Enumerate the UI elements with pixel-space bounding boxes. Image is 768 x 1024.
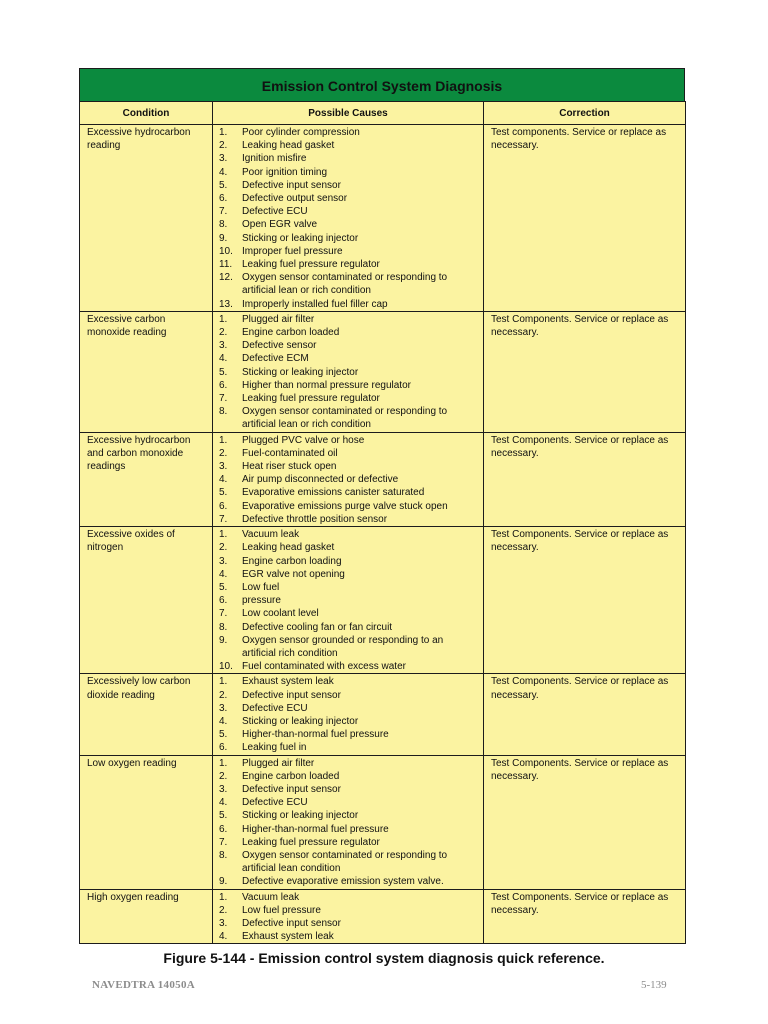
cause-item — [219, 891, 479, 904]
cause-item — [219, 541, 479, 554]
cause-item — [219, 823, 479, 836]
cause-number: 10. — [219, 245, 233, 257]
cause-text: Oxygen sensor contaminated or responding to artificial lean or rich condition — [242, 272, 448, 297]
cause-number: 6. — [219, 595, 228, 607]
table-row — [80, 432, 686, 526]
cause-item — [219, 594, 479, 607]
cause-item — [219, 728, 479, 741]
cause-number: 7. — [219, 206, 228, 218]
cause-item — [219, 486, 479, 499]
cause-item — [219, 298, 479, 311]
condition-cell: Excessive hydrocarbon and carbon monoxide readings — [80, 432, 213, 526]
cause-item — [219, 836, 479, 849]
cause-number: 8. — [219, 219, 228, 231]
cause-text: EGR valve not opening — [242, 568, 345, 580]
cause-item — [219, 460, 479, 473]
cause-text: Exhaust system leak — [242, 931, 334, 943]
cause-number: 2. — [219, 447, 228, 459]
header-correction: Correction — [484, 102, 686, 125]
cause-number: 1. — [219, 891, 228, 903]
cause-number: 4. — [219, 166, 228, 178]
cause-number: 1. — [219, 676, 228, 688]
cause-text: Sticking or leaking injector — [242, 715, 359, 727]
cause-item — [219, 581, 479, 594]
cause-item — [219, 715, 479, 728]
cause-text: Engine carbon loaded — [242, 770, 340, 782]
cause-item — [219, 528, 479, 541]
correction-cell: Test Components. Service or replace as necessary. — [484, 674, 686, 755]
cause-text: Improper fuel pressure — [242, 245, 343, 257]
cause-number: 7. — [219, 513, 228, 525]
cause-text: Defective ECU — [242, 797, 308, 809]
cause-text: Exhaust system leak — [242, 676, 334, 688]
cause-number: 13. — [219, 298, 233, 310]
table-row — [80, 755, 686, 889]
cause-item — [219, 849, 479, 875]
cause-item — [219, 634, 479, 660]
cause-item — [219, 192, 479, 205]
cause-item — [219, 660, 479, 673]
cause-item — [219, 783, 479, 796]
cause-text: Sticking or leaking injector — [242, 366, 359, 378]
cause-item — [219, 473, 479, 486]
correction-cell: Test Components. Service or replace as necessary. — [484, 432, 686, 526]
cause-number: 3. — [219, 153, 228, 165]
cause-number: 5. — [219, 581, 228, 593]
cause-number: 5. — [219, 366, 228, 378]
condition-cell: Excessive carbon monoxide reading — [80, 311, 213, 432]
cause-text: Defective output sensor — [242, 193, 348, 205]
cause-item — [219, 689, 479, 702]
condition-cell: High oxygen reading — [80, 889, 213, 944]
cause-item — [219, 513, 479, 526]
header-condition: Condition — [80, 102, 213, 125]
cause-text: Oxygen sensor contaminated or responding to artificial lean condition — [242, 849, 448, 875]
cause-item — [219, 245, 479, 258]
cause-text: Defective input sensor — [242, 783, 341, 795]
cause-text: Plugged PVC valve or hose — [242, 434, 365, 446]
cause-item — [219, 796, 479, 809]
cause-number: 4. — [219, 715, 228, 727]
cause-text: Low coolant level — [242, 608, 319, 620]
cause-text: Defective evaporative emission system valve. — [242, 876, 444, 888]
correction-cell: Test Components. Service or replace as necessary. — [484, 889, 686, 944]
cause-item — [219, 339, 479, 352]
cause-item — [219, 313, 479, 326]
cause-number: 3. — [219, 461, 228, 473]
causes-cell — [213, 432, 484, 526]
cause-item — [219, 392, 479, 405]
cause-number: 3. — [219, 702, 228, 714]
cause-number: 11. — [219, 259, 233, 271]
cause-text: Leaking fuel pressure regulator — [242, 836, 380, 848]
cause-number: 3. — [219, 555, 228, 567]
condition-cell: Low oxygen reading — [80, 755, 213, 889]
table-title: Emission Control System Diagnosis — [79, 68, 685, 101]
cause-number: 2. — [219, 542, 228, 554]
cause-number: 9. — [219, 876, 228, 888]
cause-text: Leaking head gasket — [242, 140, 335, 152]
cause-text: Plugged air filter — [242, 313, 315, 325]
cause-number: 5. — [219, 487, 228, 499]
cause-item — [219, 326, 479, 339]
causes-cell — [213, 527, 484, 674]
cause-text: Defective input sensor — [242, 917, 341, 929]
cause-number: 2. — [219, 689, 228, 701]
cause-text: Sticking or leaking injector — [242, 810, 359, 822]
causes-cell — [213, 311, 484, 432]
cause-number: 1. — [219, 757, 228, 769]
cause-text: Low fuel — [242, 581, 280, 593]
cause-item — [219, 205, 479, 218]
cause-number: 1. — [219, 434, 228, 446]
cause-item — [219, 179, 479, 192]
cause-number: 8. — [219, 621, 228, 633]
cause-item — [219, 379, 479, 392]
cause-number: 2. — [219, 770, 228, 782]
cause-item — [219, 352, 479, 365]
cause-text: Higher-than-normal fuel pressure — [242, 823, 389, 835]
footer-doc-id: NAVEDTRA 14050A — [92, 979, 196, 991]
cause-item — [219, 271, 479, 297]
cause-text: Vacuum leak — [242, 891, 300, 903]
cause-number: 5. — [219, 810, 228, 822]
cause-text: Defective throttle position sensor — [242, 513, 388, 525]
cause-number: 6. — [219, 379, 228, 391]
cause-text: Engine carbon loaded — [242, 327, 340, 339]
cause-number: 7. — [219, 608, 228, 620]
cause-number: 6. — [219, 823, 228, 835]
cause-text: Fuel contaminated with excess water — [242, 661, 406, 673]
cause-number: 2. — [219, 327, 228, 339]
correction-cell: Test components. Service or replace as necessary. — [484, 125, 686, 312]
cause-number: 4. — [219, 568, 228, 580]
condition-cell: Excessive oxides of nitrogen — [80, 527, 213, 674]
cause-text: Defective ECM — [242, 353, 309, 365]
cause-item — [219, 875, 479, 888]
cause-number: 9. — [219, 232, 228, 244]
cause-text: Defective cooling fan or fan circuit — [242, 621, 393, 633]
header-possible-causes: Possible Causes — [213, 102, 484, 125]
cause-item — [219, 917, 479, 930]
cause-text: Heat riser stuck open — [242, 461, 337, 473]
cause-item — [219, 434, 479, 447]
table-row — [80, 125, 686, 312]
cause-item — [219, 152, 479, 165]
cause-number: 10. — [219, 661, 233, 673]
cause-number: 5. — [219, 729, 228, 741]
cause-number: 1. — [219, 313, 228, 325]
cause-text: Higher than normal pressure regulator — [242, 379, 411, 391]
cause-item — [219, 258, 479, 271]
table-row — [80, 674, 686, 755]
header-row — [80, 102, 686, 125]
condition-cell: Excessive hydrocarbon reading — [80, 125, 213, 312]
cause-text: Leaking fuel pressure regulator — [242, 259, 380, 271]
table-row — [80, 889, 686, 944]
cause-number: 12. — [219, 272, 233, 284]
cause-text: Low fuel pressure — [242, 904, 321, 916]
causes-cell — [213, 889, 484, 944]
cause-number: 9. — [219, 634, 228, 646]
cause-item — [219, 770, 479, 783]
cause-item — [219, 607, 479, 620]
cause-item — [219, 621, 479, 634]
cause-text: Defective sensor — [242, 340, 317, 352]
cause-item — [219, 930, 479, 943]
cause-text: Vacuum leak — [242, 529, 300, 541]
cause-item — [219, 904, 479, 917]
cause-number: 3. — [219, 783, 228, 795]
cause-number: 8. — [219, 406, 228, 418]
cause-number: 4. — [219, 353, 228, 365]
diagnosis-table — [79, 101, 686, 944]
cause-number: 3. — [219, 917, 228, 929]
cause-text: Defective input sensor — [242, 689, 341, 701]
cause-text: Oxygen sensor contaminated or responding to artificial lean or rich condition — [242, 406, 448, 431]
cause-number: 4. — [219, 797, 228, 809]
cause-item — [219, 232, 479, 245]
cause-text: Air pump disconnected or defective — [242, 474, 399, 486]
cause-item — [219, 568, 479, 581]
cause-text: pressure — [242, 595, 281, 607]
cause-text: Leaking fuel pressure regulator — [242, 393, 380, 405]
diagnosis-table-container — [79, 68, 685, 944]
cause-text: Plugged air filter — [242, 757, 315, 769]
cause-item — [219, 702, 479, 715]
cause-number: 5. — [219, 179, 228, 191]
cause-number: 7. — [219, 393, 228, 405]
cause-item — [219, 675, 479, 688]
cause-number: 7. — [219, 836, 228, 848]
cause-text: Evaporative emissions purge valve stuck open — [242, 500, 448, 512]
cause-number: 6. — [219, 500, 228, 512]
cause-text: Leaking fuel in — [242, 742, 307, 754]
cause-item — [219, 366, 479, 379]
cause-item — [219, 139, 479, 152]
cause-item — [219, 126, 479, 139]
cause-number: 2. — [219, 140, 228, 152]
causes-cell — [213, 125, 484, 312]
cause-number: 1. — [219, 127, 228, 138]
cause-text: Engine carbon loading — [242, 555, 342, 567]
cause-number: 6. — [219, 742, 228, 754]
cause-number: 4. — [219, 931, 228, 943]
correction-cell: Test Components. Service or replace as necessary. — [484, 311, 686, 432]
cause-text: Sticking or leaking injector — [242, 232, 359, 244]
correction-cell: Test Components. Service or replace as necessary. — [484, 527, 686, 674]
table-row — [80, 311, 686, 432]
cause-text: Defective ECU — [242, 702, 308, 714]
footer-page-number: 5-139 — [641, 979, 667, 991]
cause-text: Fuel-contaminated oil — [242, 447, 338, 459]
cause-text: Oxygen sensor grounded or responding to an artificial rich condition — [242, 634, 444, 659]
causes-cell — [213, 674, 484, 755]
cause-number: 2. — [219, 904, 228, 916]
cause-text: Defective ECU — [242, 206, 308, 218]
cause-text: Evaporative emissions canister saturated — [242, 487, 425, 499]
cause-text: Open EGR valve — [242, 219, 318, 231]
cause-number: 1. — [219, 529, 228, 541]
correction-cell: Test Components. Service or replace as necessary. — [484, 755, 686, 889]
cause-item — [219, 555, 479, 568]
cause-item — [219, 218, 479, 231]
table-row — [80, 527, 686, 674]
cause-number: 3. — [219, 340, 228, 352]
cause-number: 6. — [219, 193, 228, 205]
cause-text: Higher-than-normal fuel pressure — [242, 729, 389, 741]
cause-item — [219, 447, 479, 460]
cause-text: Leaking head gasket — [242, 542, 335, 554]
cause-text: Defective input sensor — [242, 179, 341, 191]
cause-number: 8. — [219, 849, 228, 861]
cause-item — [219, 809, 479, 822]
cause-text: Improperly installed fuel filler cap — [242, 298, 388, 310]
figure-caption: Figure 5-144 - Emission control system diagnosis quick reference. — [163, 950, 605, 966]
cause-item — [219, 757, 479, 770]
table-body — [80, 125, 686, 944]
cause-text: Poor ignition timing — [242, 166, 328, 178]
cause-item — [219, 741, 479, 754]
causes-cell — [213, 755, 484, 889]
cause-text: Ignition misfire — [242, 153, 307, 165]
cause-item — [219, 500, 479, 513]
cause-item — [219, 405, 479, 431]
cause-number: 4. — [219, 474, 228, 486]
cause-text: Poor cylinder compression — [242, 127, 360, 138]
cause-item — [219, 166, 479, 179]
condition-cell: Excessively low carbon dioxide reading — [80, 674, 213, 755]
